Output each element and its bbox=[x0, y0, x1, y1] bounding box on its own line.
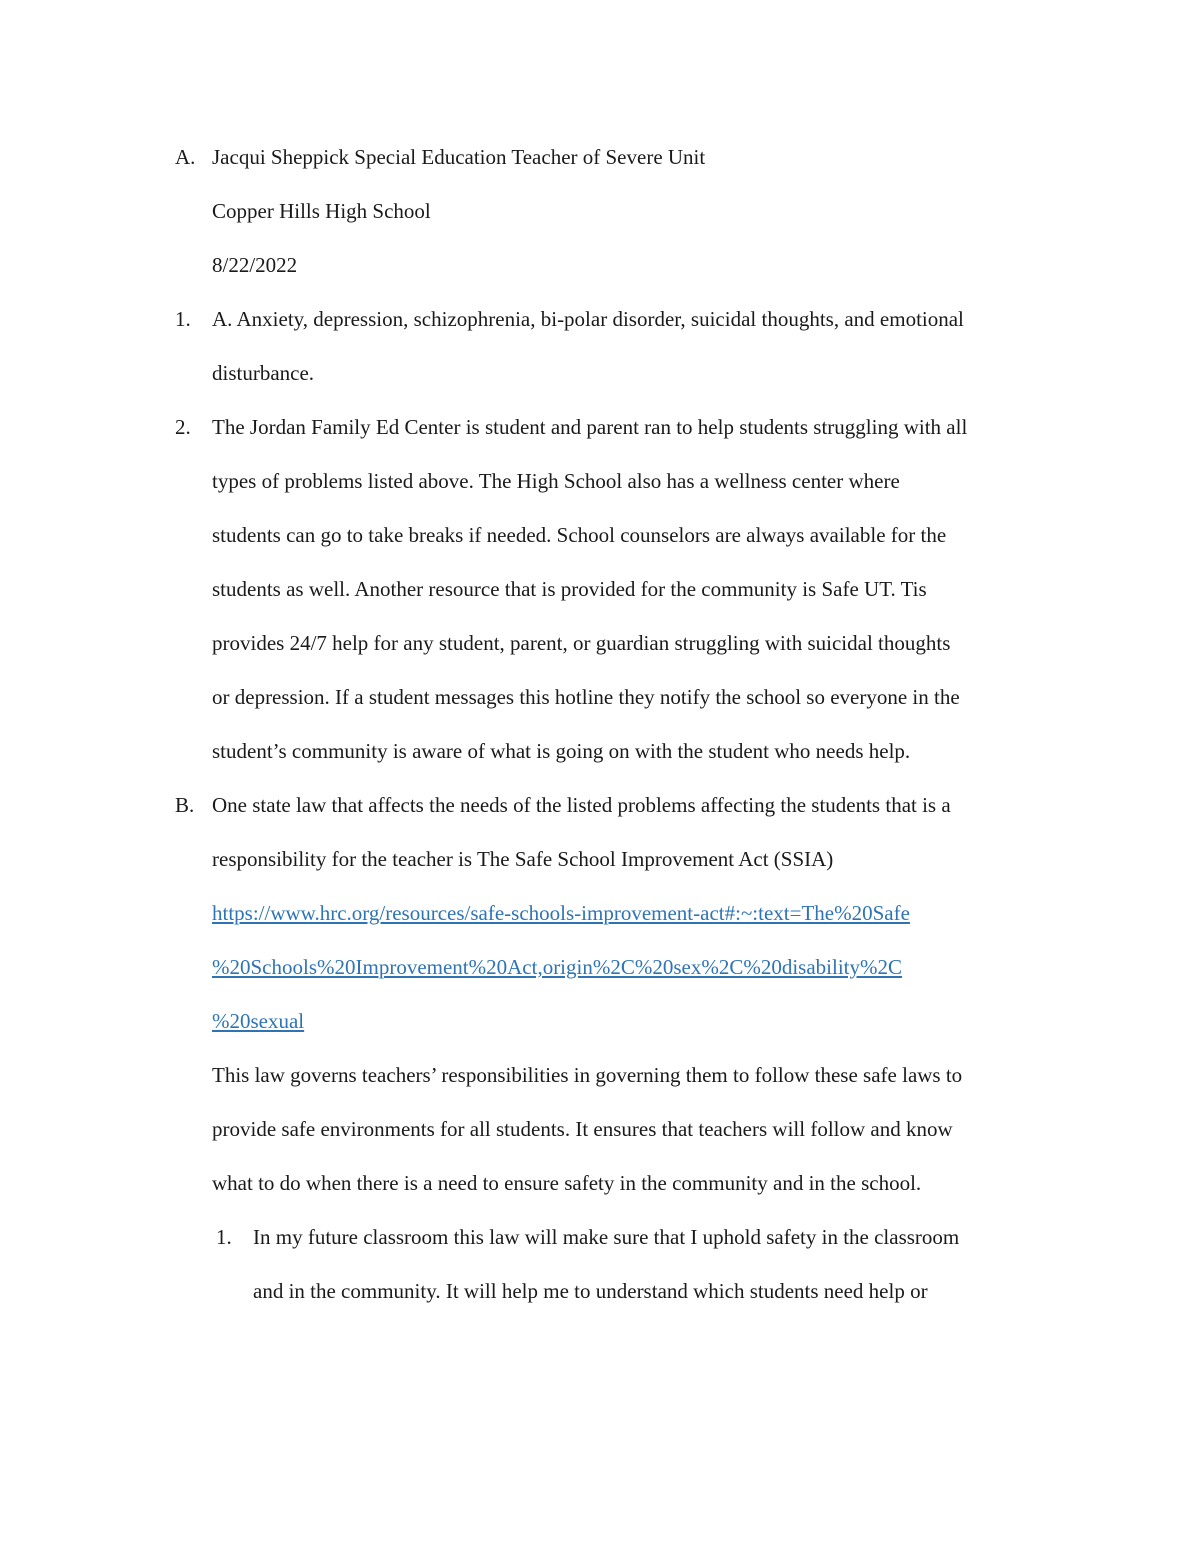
ssia-link[interactable]: %20sexual bbox=[212, 1009, 305, 1033]
item1-line: A. Anxiety, depression, schizophrenia, bi-polar disorder, suicidal thoughts, and emotional bbox=[212, 307, 964, 331]
ssia-link[interactable]: %20Schools%20Improvement%20Act,origin%2C%20sex%2C%20disability%2C bbox=[212, 955, 902, 979]
school-name: Copper Hills High School bbox=[212, 199, 431, 223]
sub1-line: and in the community. It will help me to understand which students need help or bbox=[253, 1279, 928, 1303]
item2-line: students can go to take breaks if needed. School counselors are always available for the bbox=[212, 523, 947, 547]
sub1-line: In my future classroom this law will make sure that I uphold safety in the classroom bbox=[253, 1225, 960, 1249]
list-marker-sub-1: 1. bbox=[216, 1225, 232, 1249]
author-title-line: Jacqui Sheppick Special Education Teacher of Severe Unit bbox=[212, 145, 706, 169]
item2-line: The Jordan Family Ed Center is student and parent ran to help students struggling with all bbox=[212, 415, 968, 439]
item2-line: types of problems listed above. The High School also has a wellness center where bbox=[212, 469, 900, 493]
item2-line: provides 24/7 help for any student, parent, or guardian struggling with suicidal thoughts bbox=[212, 631, 951, 655]
list-marker-a: A. bbox=[175, 145, 196, 169]
item2-line: student’s community is aware of what is going on with the student who needs help. bbox=[212, 739, 911, 763]
item1-line: disturbance. bbox=[212, 361, 315, 385]
itemB-paragraph-line: This law governs teachers’ responsibilities in governing them to follow these safe laws to bbox=[212, 1063, 963, 1087]
list-marker-2: 2. bbox=[175, 415, 191, 439]
list-marker-b: B. bbox=[175, 793, 195, 817]
list-marker-1: 1. bbox=[175, 307, 191, 331]
ssia-link[interactable]: https://www.hrc.org/resources/safe-schools-improvement-act#:~:text=The%20Safe bbox=[212, 901, 910, 925]
item2-line: or depression. If a student messages this hotline they notify the school so everyone in the bbox=[212, 685, 960, 709]
itemB-paragraph-line: provide safe environments for all students. It ensures that teachers will follow and know bbox=[212, 1117, 953, 1141]
item2-line: students as well. Another resource that is provided for the community is Safe UT. Tis bbox=[212, 577, 927, 601]
document-date: 8/22/2022 bbox=[212, 253, 298, 277]
itemB-line: responsibility for the teacher is The Safe School Improvement Act (SSIA) bbox=[212, 847, 834, 871]
itemB-paragraph-line: what to do when there is a need to ensure safety in the community and in the school. bbox=[212, 1171, 922, 1195]
itemB-line: One state law that affects the needs of the listed problems affecting the students that is a bbox=[212, 793, 951, 817]
